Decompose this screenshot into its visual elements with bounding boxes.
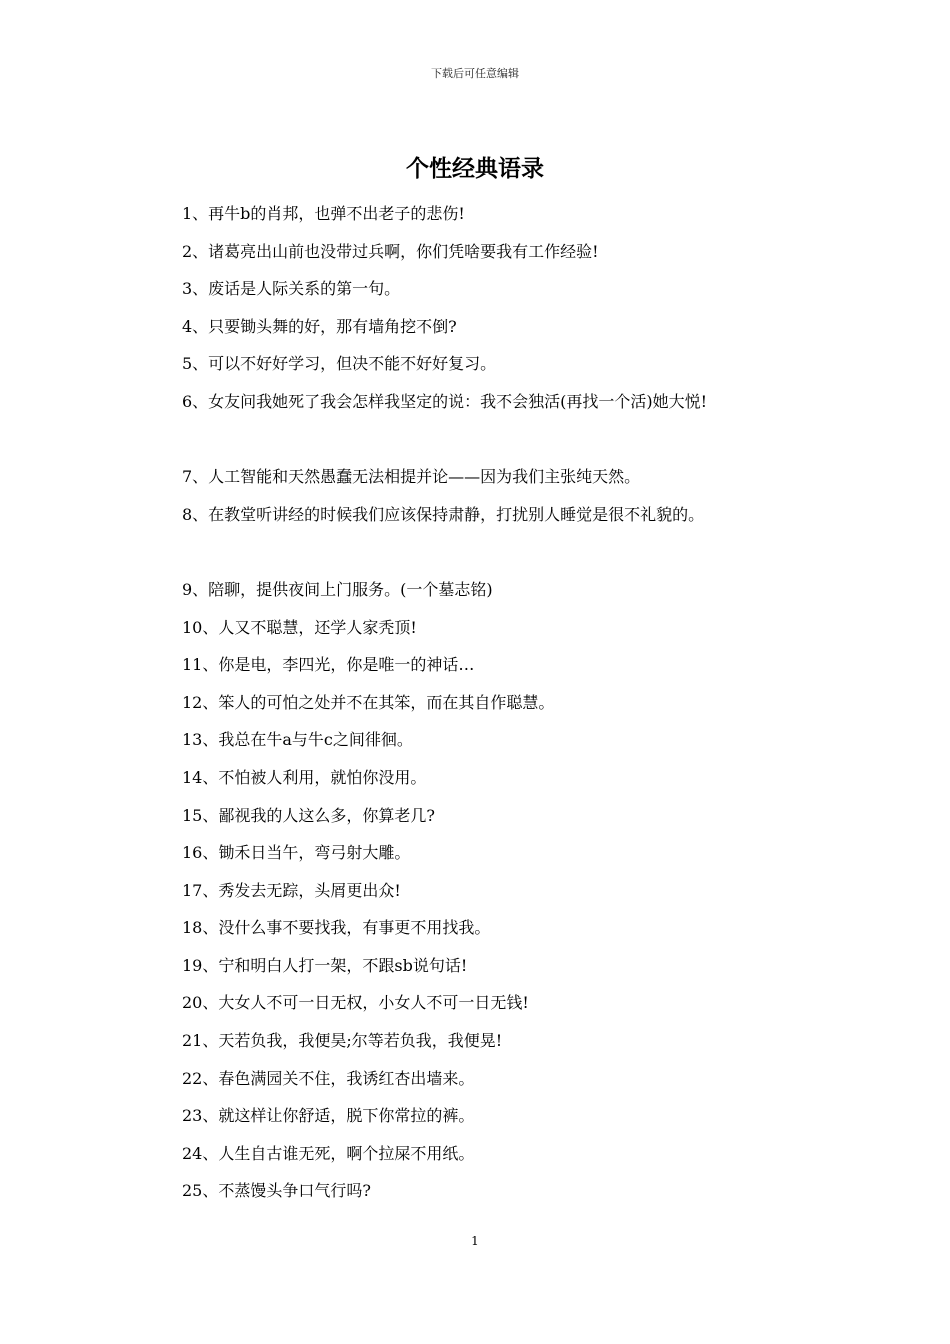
list-item: 20、大女人不可一日无权，小女人不可一日无钱! — [182, 993, 529, 1013]
list-item: 19、宁和明白人打一架，不跟sb说句话! — [182, 955, 468, 975]
list-item: 11、你是电，李四光，你是唯一的神话… — [182, 655, 475, 675]
page-number: 1 — [471, 1234, 479, 1248]
list-item: 17、秀发去无踪，头屑更出众! — [182, 880, 401, 900]
list-item: 18、没什么事不要找我，有事更不用找我。 — [182, 918, 491, 938]
quote-list — [182, 195, 882, 1210]
list-item: 16、锄禾日当午，弯弓射大雕。 — [182, 843, 411, 863]
list-item: 6、女友问我她死了我会怎样我坚定的说：我不会独活(再找一个活)她大悦! — [182, 391, 708, 411]
list-item: 13、我总在牛a与牛c之间徘徊。 — [182, 730, 413, 750]
list-item: 23、就这样让你舒适，脱下你常拉的裤。 — [182, 1106, 475, 1126]
page-title: 个性经典语录 — [406, 155, 544, 182]
list-item: 9、陪聊，提供夜间上门服务。(一个墓志铭) — [182, 579, 493, 599]
list-item: 5、可以不好好学习，但决不能不好好复习。 — [182, 354, 497, 374]
list-item: 2、诸葛亮出山前也没带过兵啊，你们凭啥要我有工作经验! — [182, 241, 599, 261]
list-item: 1、再牛b的肖邦，也弹不出老子的悲伤! — [182, 204, 465, 223]
list-item: 12、笨人的可怕之处并不在其笨，而在其自作聪慧。 — [182, 692, 555, 712]
list-item: 22、春色满园关不住，我诱红杏出墙来。 — [182, 1068, 475, 1088]
list-item: 7、人工智能和天然愚蠢无法相提并论——因为我们主张纯天然。 — [182, 467, 641, 487]
list-item: 10、人又不聪慧，还学人家秃顶! — [182, 617, 417, 637]
list-item: 25、不蒸馒头争口气行吗? — [182, 1181, 371, 1201]
list-item: 15、鄙视我的人这么多，你算老几? — [182, 805, 435, 825]
list-item: 3、废话是人际关系的第一句。 — [182, 279, 401, 299]
list-item: 14、不怕被人利用，就怕你没用。 — [182, 767, 427, 787]
list-item: 4、只要锄头舞的好，那有墙角挖不倒? — [182, 316, 457, 336]
page-header: 下载后可任意编辑 — [431, 67, 519, 80]
list-item: 8、在教堂听讲经的时候我们应该保持肃静，打扰别人睡觉是很不礼貌的。 — [182, 504, 705, 524]
list-item: 21、天若负我，我便昊;尔等若负我，我便晃! — [182, 1031, 503, 1051]
list-item: 24、人生自古谁无死，啊个拉屎不用纸。 — [182, 1143, 475, 1163]
